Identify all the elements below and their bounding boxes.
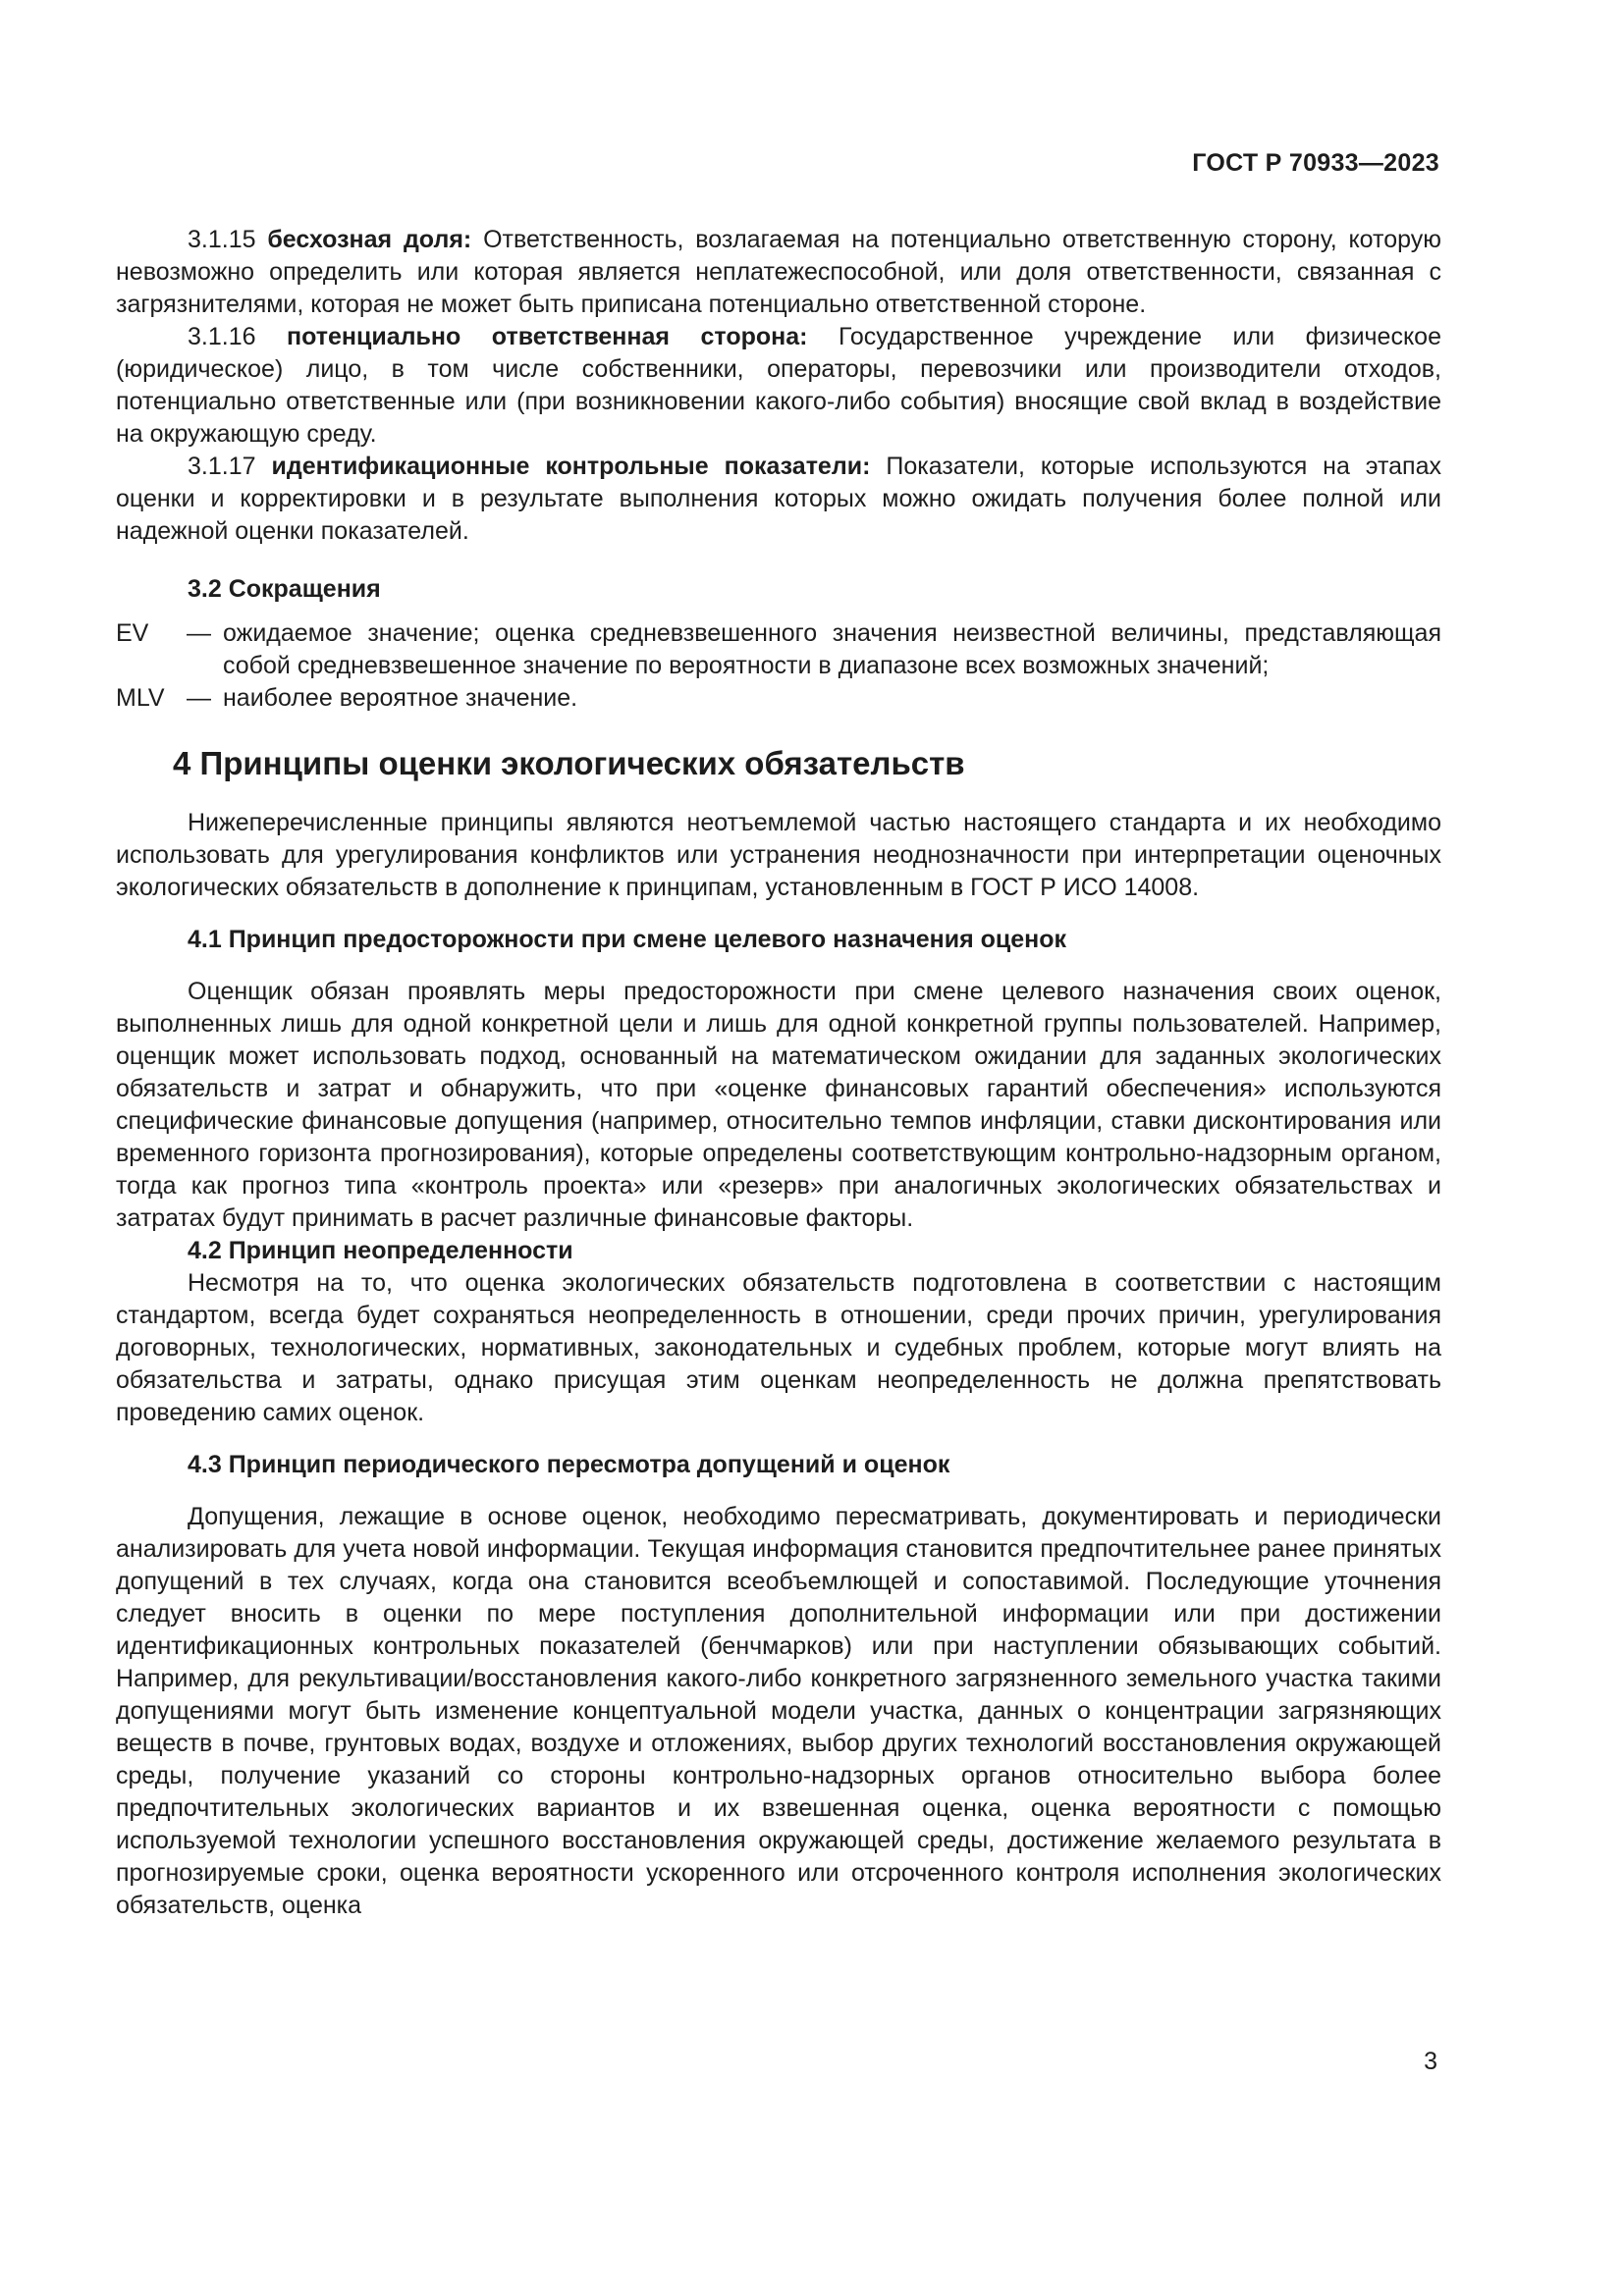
abbreviations-list bbox=[116, 617, 1441, 715]
term-name: бесхозная доля: bbox=[267, 226, 472, 253]
subsection-4-1-title: 4.1 Принцип предосторожности при смене целевого назначения оценок bbox=[188, 926, 1067, 953]
term-3-1-16 bbox=[116, 321, 1441, 451]
abbreviations-heading: 3.2 Сокращения bbox=[188, 575, 381, 603]
term-name: потенциально ответственная сторона: bbox=[287, 323, 808, 350]
section-4-title: 4 Принципы оценки экологических обязательств bbox=[173, 745, 965, 781]
document-body bbox=[116, 224, 1441, 1922]
term-number: 3.1.17 bbox=[188, 453, 256, 480]
term-number: 3.1.16 bbox=[188, 323, 256, 350]
term-number: 3.1.15 bbox=[188, 226, 256, 253]
term-3-1-15 bbox=[116, 224, 1441, 321]
subsection-4-3-title: 4.3 Принцип периодического пересмотра допущений и оценок bbox=[188, 1451, 950, 1478]
abbreviation-definition: ожидаемое значение; оценка средневзвешенного значения неизвестной величины, представляющая собой средневзвешенное значение по вероятности в диапазоне всех возможных значений; bbox=[223, 619, 1441, 679]
term-name: идентификационные контрольные показатели: bbox=[271, 453, 871, 480]
subsection-4-1-text: Оценщик обязан проявлять меры предосторожности при смене целевого назначения своих оценок, выполненных лишь для одной конкретной цели и лишь для одной конкретной группы пользователей. Например, оценщик может использовать подход, основанный на математическом ожидании для заданных экологических обязательств и затрат и обнаружить, что при «оценке финансовых гарантий обеспечения» используются специфические финансовые допущения (например, относительно темпов инфляции, ставки дисконтирования или временного горизонта прогнозирования), которые определены соответствующим контрольно-надзорным органом, тогда как прогноз типа «контроль проекта» или «резерв» при аналогичных экологических обязательствах и затратах будут принимать в расчет различные финансовые факторы. bbox=[116, 978, 1441, 1232]
abbreviation-item bbox=[116, 617, 1441, 682]
term-definition: Показатели, которые используются на этапах оценки и корректировки и в результате выполнения которых можно ожидать получения более полной или надежной оценки показателей. bbox=[116, 453, 1442, 545]
term-definition: Ответственность, возлагаемая на потенциально ответственную сторону, которую невозможно определить или которая является неплатежеспособной, или доля ответственности, связанная с загрязнителями, которая не может быть приписана потенциально ответственной стороне. bbox=[116, 226, 1441, 318]
page-number: 3 bbox=[1424, 2048, 1437, 2075]
abbreviation-definition: наиболее вероятное значение. bbox=[223, 684, 578, 712]
abbreviation-dash: — bbox=[187, 619, 211, 647]
abbreviation-item bbox=[116, 682, 1441, 715]
term-3-1-17 bbox=[116, 451, 1441, 548]
subsection-4-2-title: 4.2 Принцип неопределенности bbox=[188, 1237, 573, 1264]
term-definition: Государственное учреждение или физическое (юридическое) лицо, в том числе собственники, операторы, перевозчики или производители отходов, потенциально ответственные или (при возникновении какого-либо события) вносящие свой вклад в воздействие на окружающую среду. bbox=[116, 323, 1441, 448]
abbreviation-code: EV bbox=[116, 619, 149, 647]
section-4-intro: Нижеперечисленные принципы являются неотъемлемой частью настоящего стандарта и их необходимо использовать для урегулирования конфликтов или устранения неоднозначности при интерпретации оценочных экологических обязательств в дополнение к принципам, установленным в ГОСТ Р ИСО 14008. bbox=[116, 809, 1441, 901]
abbreviation-code: MLV bbox=[116, 684, 165, 712]
document-code-header: ГОСТ Р 70933—2023 bbox=[1192, 149, 1439, 177]
abbreviation-dash: — bbox=[187, 684, 211, 712]
subsection-4-2-text: Несмотря на то, что оценка экологических обязательств подготовлена в соответствии с настоящим стандартом, всегда будет сохраняться неопределенность в отношении, среди прочих причин, урегулирования договорных, технологических, нормативных, законодательных и судебных проблем, которые могут влиять на обязательства и затраты, однако присущая этим оценкам неопределенность не должна препятствовать проведению самих оценок. bbox=[116, 1269, 1441, 1426]
subsection-4-3-text: Допущения, лежащие в основе оценок, необходимо пересматривать, документировать и периодически анализировать для учета новой информации. Текущая информация становится предпочтительнее ранее принятых допущений в тех случаях, когда она становится всеобъемлющей и сопоставимой. Последующие уточнения следует вносить в оценки по мере поступления дополнительной информации или при достижении идентификационных контрольных показателей (бенчмарков) или при наступлении обязывающих событий. Например, для рекультивации/восстановления какого-либо конкретного загрязненного земельного участка такими допущениями могут быть изменение концептуальной модели участка, данных о концентрации загрязняющих веществ в почве, грунтовых водах, воздухе и отложениях, выбор других технологий восстановления окружающей среды, получение указаний со стороны контрольно-надзорных органов относительно выбора более предпочтительных экологических вариантов и их взвешенная оценка, оценка вероятности с помощью используемой технологии успешного восстановления окружающей среды, достижение желаемого результата в прогнозируемые сроки, оценка вероятности ускоренного или отсроченного контроля исполнения экологических обязательств, оценка bbox=[116, 1503, 1441, 1919]
